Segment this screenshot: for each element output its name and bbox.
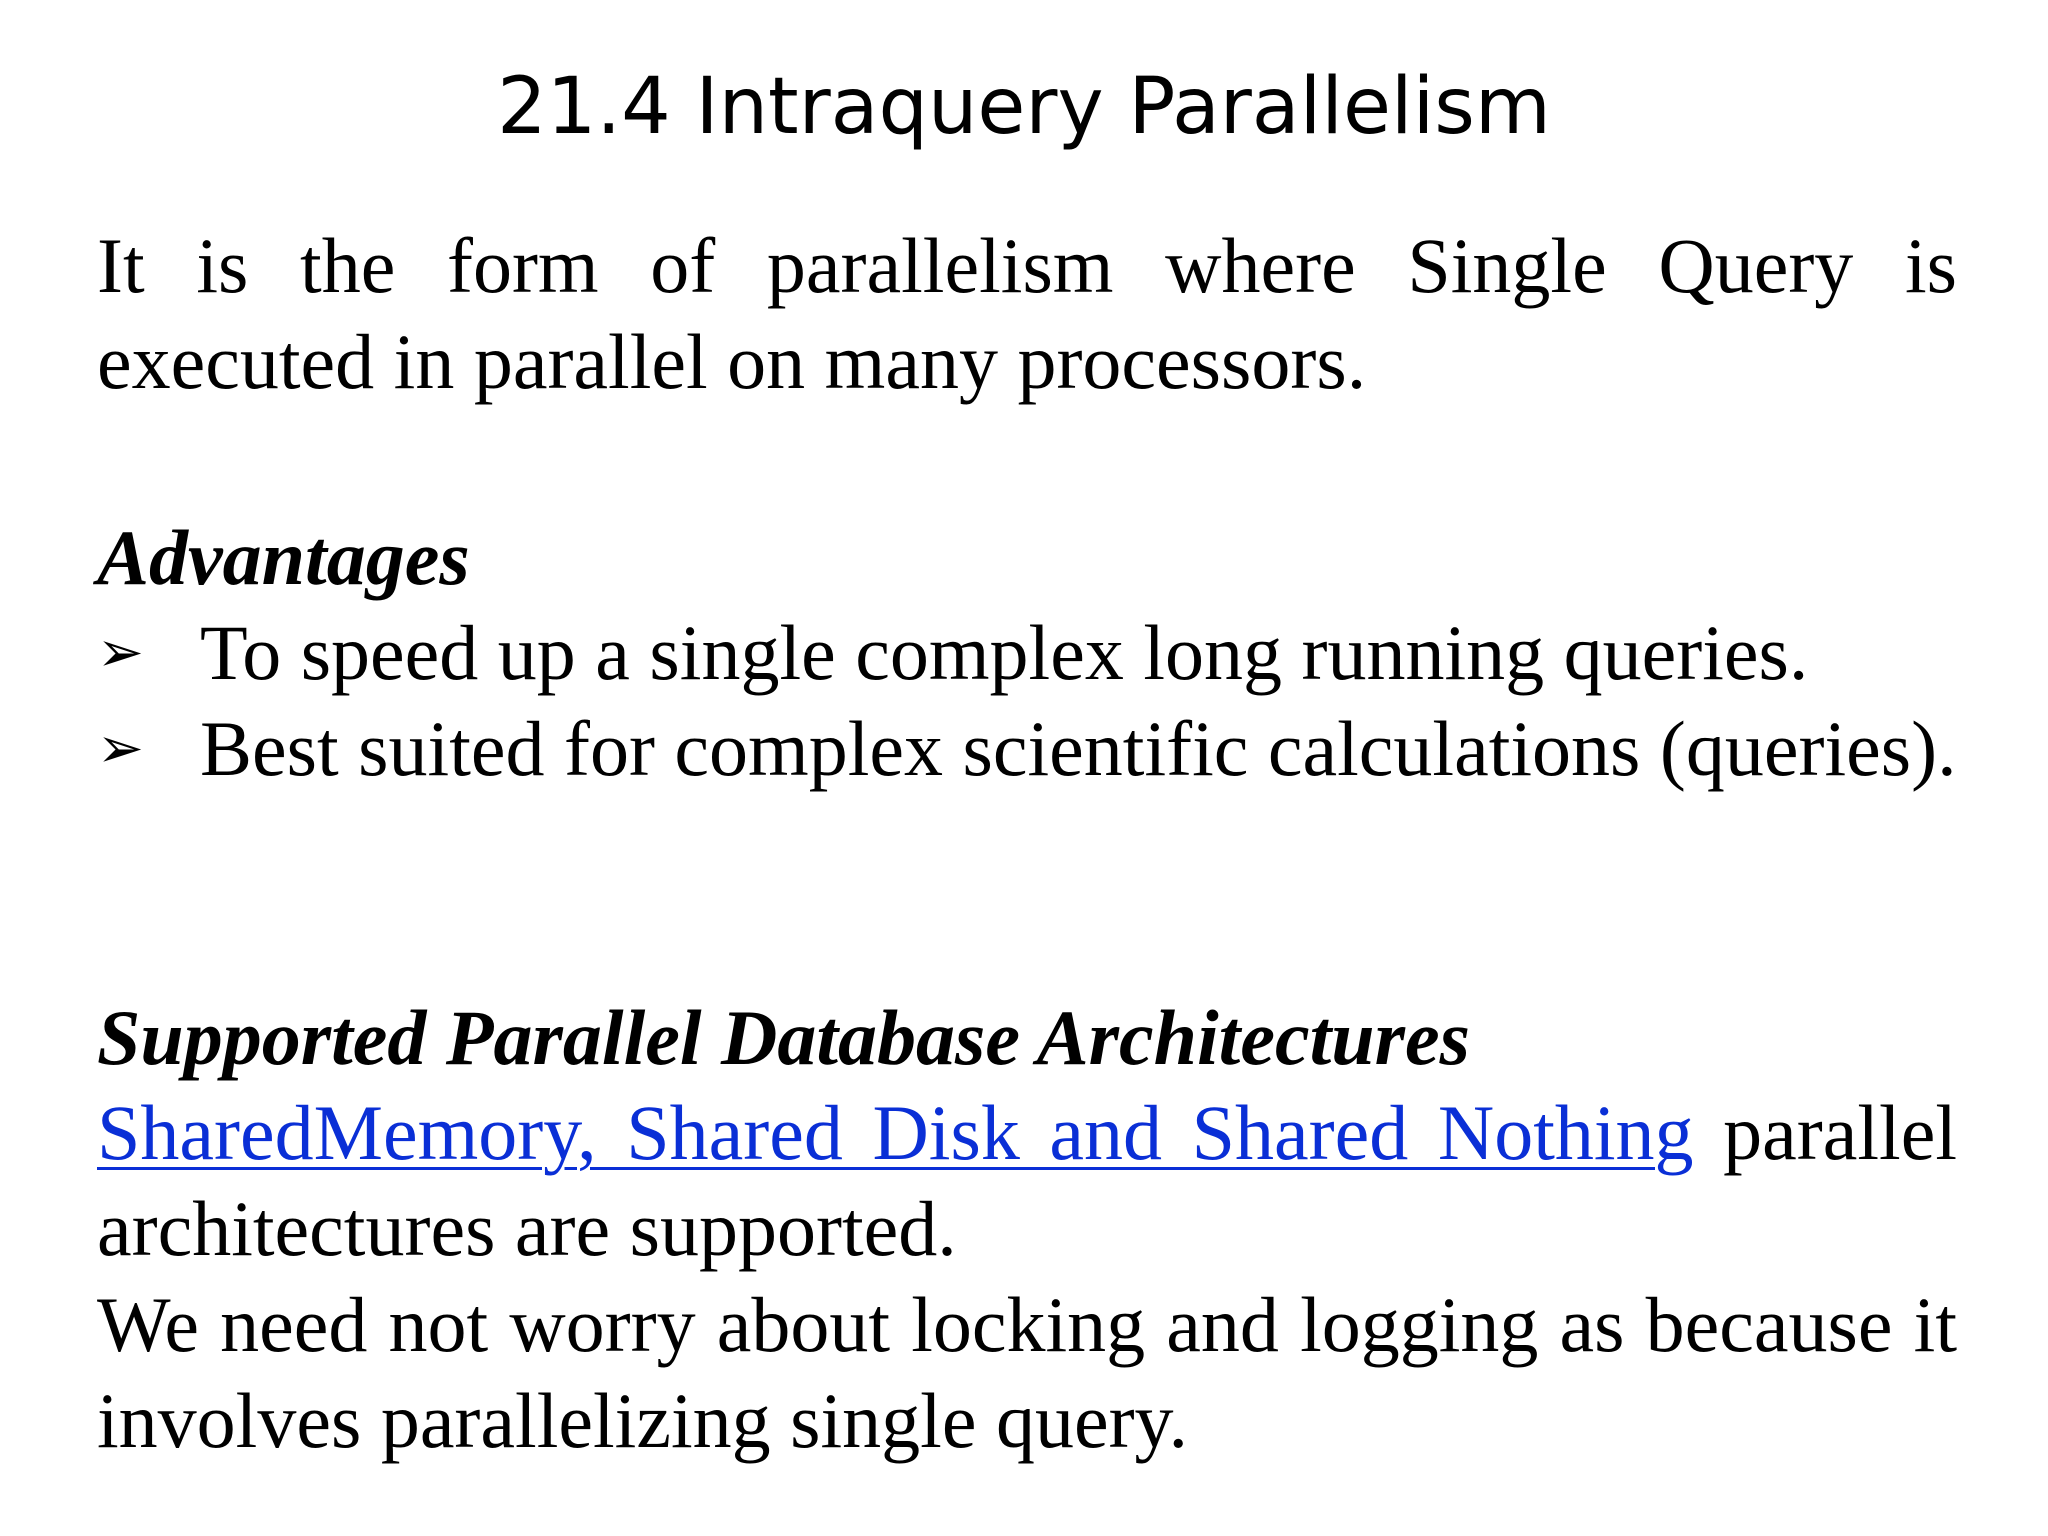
intro-paragraph: It is the form of parallelism where Single Query is executed in parallel on many processors. xyxy=(97,222,1957,405)
list-item xyxy=(97,701,1957,797)
slide-title: 21.4 Intraquery Parallelism xyxy=(497,62,1551,152)
arrow-bullet-icon: ➢ xyxy=(97,716,144,781)
advantage-text: To speed up a single complex long running queries. xyxy=(200,609,1809,696)
architectures-text: parallel architectures are supported. xyxy=(97,1089,1957,1272)
locking-note-paragraph: We need not worry about locking and logging as because it involves parallelizing single query. xyxy=(97,1281,1957,1464)
arrow-bullet-icon: ➢ xyxy=(97,620,144,685)
architectures-link[interactable]: SharedMemory, Shared Disk and Shared Nothing xyxy=(97,1089,1694,1176)
list-item xyxy=(97,605,1957,701)
architectures-paragraph xyxy=(97,1085,1957,1277)
advantage-text: Best suited for complex scientific calculations (queries). xyxy=(200,705,1957,792)
advantages-list xyxy=(97,605,1957,797)
advantages-heading: Advantages xyxy=(97,514,470,601)
architectures-heading: Supported Parallel Database Architectures xyxy=(97,994,1470,1081)
